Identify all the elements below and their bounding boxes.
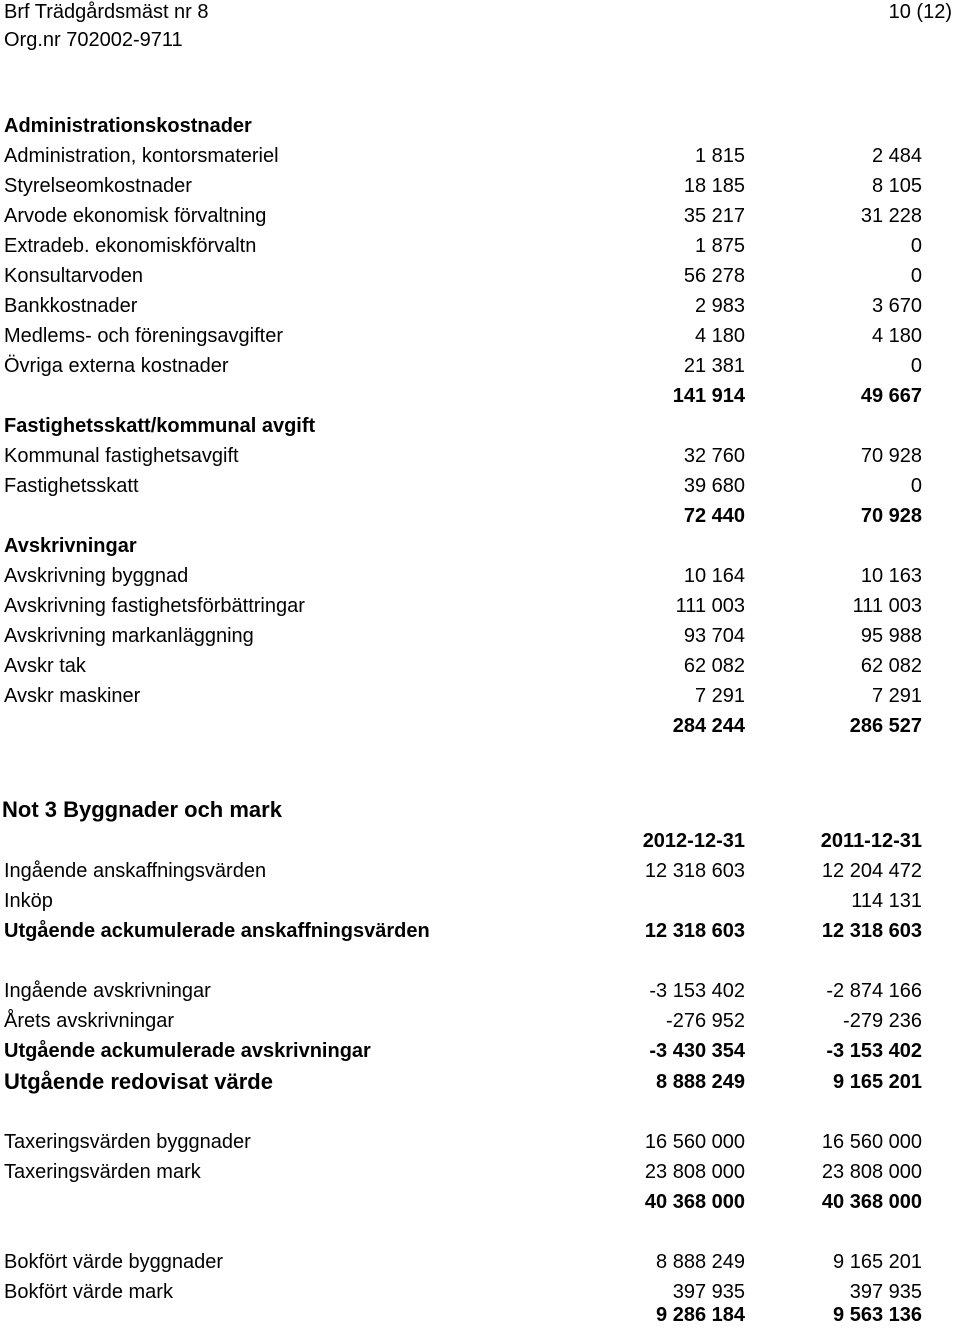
section-heading-avskr: Avskrivningar <box>4 535 137 557</box>
table-row: Avskrivning byggnad 10 164 10 163 <box>4 565 922 587</box>
column-headers: 2012-12-31 2011-12-31 <box>642 830 922 852</box>
section-heading-fastighet: Fastighetsskatt/kommunal avgift <box>4 415 316 437</box>
table-row: Arvode ekonomisk förvaltning 35 217 31 228 <box>4 205 922 227</box>
table-row: Utgående ackumulerade anskaffningsvärden 12 318 603 12 318 603 <box>4 920 922 942</box>
table-row: Administration, kontorsmateriel 1 815 2 484 <box>4 145 922 167</box>
table-row: Övriga externa kostnader 21 381 0 <box>4 355 922 377</box>
section-heading-admin: Administrationskostnader <box>4 115 252 137</box>
table-row: Avskrivning markanläggning 93 704 95 988 <box>4 625 922 647</box>
table-row: 40 368 000 40 368 000 <box>644 1191 922 1213</box>
table-row: Bankkostnader 2 983 3 670 <box>4 295 922 317</box>
table-row: Ingående anskaffningsvärden 12 318 603 12 204 472 <box>4 860 922 882</box>
table-row: Bokfört värde mark 397 935 397 935 <box>4 1281 922 1303</box>
section-total-fastighet: 72 440 70 928 <box>683 505 922 527</box>
table-row: Bokfört värde byggnader 8 888 249 9 165 201 <box>4 1251 922 1273</box>
table-row: Avskr tak 62 082 62 082 <box>4 655 922 677</box>
table-row: Avskr maskiner 7 291 7 291 <box>4 685 922 707</box>
table-row: Utgående redovisat värde 8 888 249 9 165 201 <box>4 1069 922 1094</box>
table-row: Fastighetsskatt 39 680 0 <box>4 475 922 497</box>
table-row: Styrelseomkostnader 18 185 8 105 <box>4 175 922 197</box>
note-heading: Not 3 Byggnader och mark <box>2 797 282 822</box>
section-total-avskr: 284 244 286 527 <box>672 715 922 737</box>
table-row: Inköp 114 131 <box>4 890 922 912</box>
page-number: 10 (12) <box>888 1 952 23</box>
table-row: Medlems- och föreningsavgifter 4 180 4 180 <box>4 325 922 347</box>
org-number: Org.nr 702002-9711 <box>4 29 183 51</box>
table-row: Avskrivning fastighetsförbättringar 111 003 111 003 <box>4 595 922 617</box>
company-name: Brf Trädgårdsmäst nr 8 <box>4 1 209 23</box>
table-row: Utgående ackumulerade avskrivningar -3 430 354 -3 153 402 <box>4 1040 922 1062</box>
table-row: Kommunal fastighetsavgift 32 760 70 928 <box>4 445 922 467</box>
table-row: Taxeringsvärden byggnader 16 560 000 16 560 000 <box>4 1131 922 1153</box>
table-row: Konsultarvoden 56 278 0 <box>4 265 922 287</box>
table-row: Extradeb. ekonomiskförvaltn 1 875 0 <box>4 235 922 257</box>
table-row: Ingående avskrivningar -3 153 402 -2 874 166 <box>4 980 922 1002</box>
section-total-admin: 141 914 49 667 <box>672 385 922 407</box>
table-row: Taxeringsvärden mark 23 808 000 23 808 000 <box>4 1161 922 1183</box>
table-row: Årets avskrivningar -276 952 -279 236 <box>4 1010 922 1032</box>
table-row: 9 286 184 9 563 136 <box>656 1304 922 1326</box>
